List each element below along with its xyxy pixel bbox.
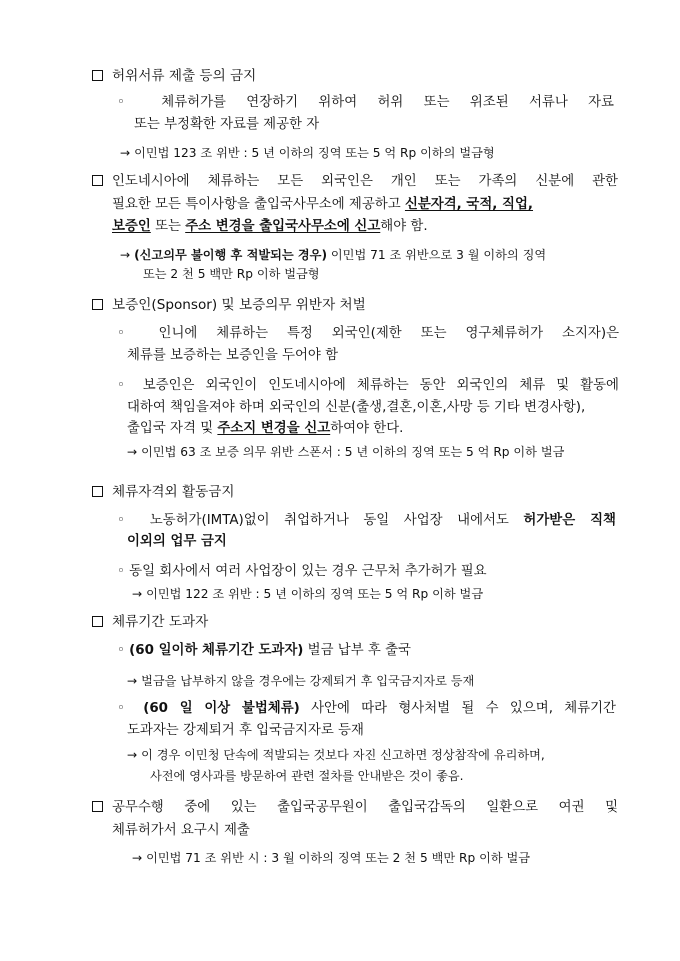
bullet-item-continuation: 또는 부정확한 자료를 제공한 자 bbox=[134, 117, 320, 132]
arrow-note: → 벌금을 납부하지 않을 경우에는 강제퇴거 후 입국금지자로 등재 bbox=[127, 674, 475, 688]
section-para-line: 필요한 모든 특이사항을 출입국사무소에 제공하고 신분자격, 국적, 직업, bbox=[112, 197, 534, 212]
bullet-item: ◦ 체류허가를 연장하기 위하여 허위 또는 위조된 서류나 자료 bbox=[117, 95, 614, 110]
section-para-line: 인도네시아에 체류하는 모든 외국인은 개인 또는 가족의 신분에 관한 bbox=[92, 173, 618, 191]
section-para-line: 보증인 또는 주소 변경을 출입국사무소에 신고해야 함. bbox=[112, 219, 428, 234]
penalty-note: → 이민법 123 조 위반 : 5 년 이하의 징역 또는 5 억 Rp 이하의 벌금형 bbox=[120, 146, 495, 160]
bullet-item: ◦ 인니에 체류하는 특정 외국인(제한 또는 영구체류허가 소지자)은 bbox=[117, 326, 619, 341]
section-heading-overstay: 체류기간 도과자 bbox=[92, 613, 208, 631]
arrow-note: → 이 경우 이민청 단속에 적발되는 것보다 자진 신고하면 정상참작에 유리하며, bbox=[127, 748, 545, 762]
bullet-item-continuation: 출입국 자격 및 주소지 변경을 신고하여야 한다. bbox=[127, 421, 404, 436]
checkbox-square-icon bbox=[92, 299, 103, 310]
arrow-note-continuation: 사전에 영사과를 방문하여 관련 절차를 안내받은 것이 좋음. bbox=[150, 769, 464, 783]
checkbox-square-icon bbox=[92, 175, 103, 186]
penalty-note: → 이민법 63 조 보증 의무 위반 스폰서 : 5 년 이하의 징역 또는 5 억 Rp 이하 벌금 bbox=[127, 445, 565, 459]
bullet-item: ◦ 동일 회사에서 여러 사업장이 있는 경우 근무처 추가허가 필요 bbox=[117, 564, 487, 579]
checkbox-square-icon bbox=[92, 801, 103, 812]
section-para-line: 체류허가서 요구시 제출 bbox=[112, 823, 250, 838]
penalty-note: → (신고의무 불이행 후 적발되는 경우) 이민법 71 조 위반으로 3 월 이하의 징역 bbox=[120, 248, 547, 262]
section-heading-false-documents: 허위서류 제출 등의 금지 bbox=[92, 67, 256, 85]
checkbox-square-icon bbox=[92, 616, 103, 627]
section-heading-activity: 체류자격외 활동금지 bbox=[92, 483, 235, 501]
section-heading-sponsor: 보증인(Sponsor) 및 보증의무 위반자 처벌 bbox=[92, 296, 366, 314]
checkbox-square-icon bbox=[92, 486, 103, 497]
bullet-item-continuation: 도과자는 강제퇴거 후 입국금지자로 등재 bbox=[127, 723, 364, 738]
bullet-item: ◦ (60 일 이상 불법체류) 사안에 따라 형사처벌 될 수 있으며, 체류기간 bbox=[117, 701, 616, 716]
penalty-note: → 이민법 71 조 위반 시 : 3 월 이하의 징역 또는 2 천 5 백만 Rp 이하 벌금 bbox=[132, 851, 531, 865]
bullet-item-continuation: 이외의 업무 금지 bbox=[127, 534, 227, 549]
penalty-note: → 이민법 122 조 위반 : 5 년 이하의 징역 또는 5 억 Rp 이하 벌금 bbox=[132, 587, 484, 601]
penalty-note-continuation: 또는 2 천 5 백만 Rp 이하 벌금형 bbox=[143, 267, 320, 281]
bullet-item: ◦ 보증인은 외국인이 인도네시아에 체류하는 동안 외국인의 체류 및 활동에 bbox=[117, 378, 619, 393]
bullet-item: ◦ 노동허가(IMTA)없이 취업하거나 동일 사업장 내에서도 허가받은 직책 bbox=[117, 513, 616, 528]
bullet-item-continuation: 체류를 보증하는 보증인을 두어야 함 bbox=[127, 348, 339, 363]
bullet-item: ◦ (60 일이하 체류기간 도과자) 벌금 납부 후 출국 bbox=[117, 643, 411, 658]
bullet-item-continuation: 대하여 책임을져야 하며 외국인의 신분(출생,결혼,이혼,사망 등 기타 변경사항), bbox=[127, 400, 586, 415]
section-para-line: 공무수행 중에 있는 출입국공무원이 출입국감독의 일환으로 여권 및 bbox=[92, 799, 618, 817]
checkbox-square-icon bbox=[92, 70, 103, 81]
